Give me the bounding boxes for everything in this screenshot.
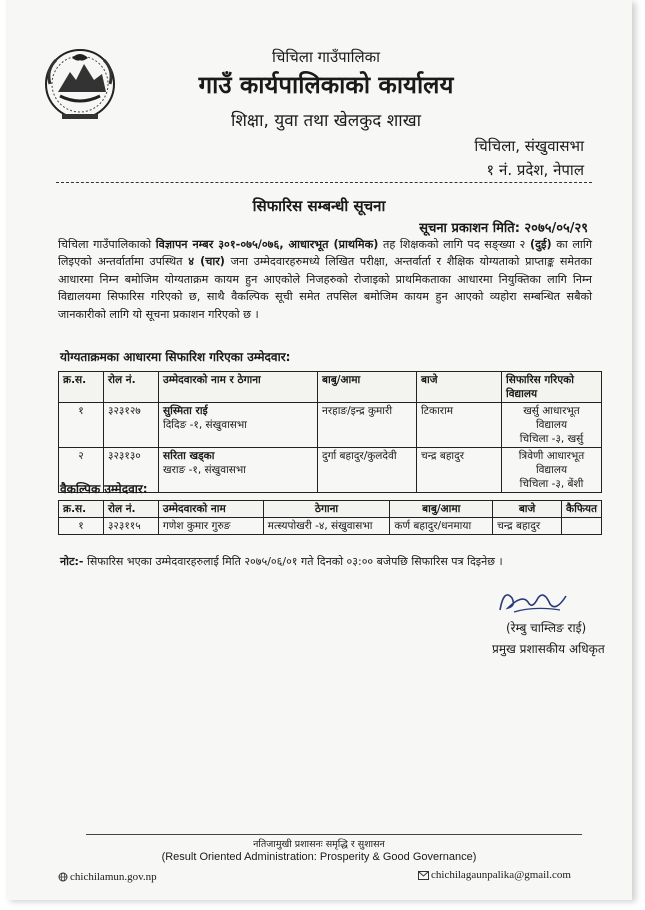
notice-sheet [6,0,632,900]
alternate-table [58,500,602,535]
table-row [59,518,602,535]
notice-subject: सिफारिस सम्बन्धी सूचना [252,197,386,215]
school-address: चिचिला -३, बेंशी [519,478,584,490]
school-name: खर्सु आधारभूत विद्यालय [523,405,580,431]
cell-parents: नरहाङ/इन्द्र कुमारी [318,403,417,448]
notice-body [58,236,592,323]
cell-sn: २ [59,448,104,493]
cell-name: गणेश कुमार गुरुङ [158,518,263,535]
body-text: जना उम्मेदवारहरुमध्ये लिखित परीक्षा, अन्तर्वार्ता र शैक्षिक योग्यताको प्राप्ताङ्क समेतका आधारमा निम्न बमोजिम योग्यताक्रम कायम हुन आएकोले निजहरुको रोजाइको प्राथमिकताका आधारमा नियुक्तिका लागि निम्न विद्यालयमा सिफारिस गरिएको छ, साथै वैकल्पिक सूची समेत तपसिल बमोजिम कायम हुन आएको व्यहोरा सम्बन्धित सबैको जानकारीको लागि यो सूचना प्रकाशन गरिएको छ । [58,255,592,321]
footer-motto-en: (Result Oriented Administration: Prosperity & Good Governance) [161,851,477,863]
cell-remarks [562,518,602,535]
table-header-row [59,501,602,518]
address-line-2: १ नं. प्रदेश, नेपाल [486,161,584,179]
rural-municipality-name: चिचिला गाउँपालिका [271,48,381,66]
website-text[interactable]: chichilamun.gov.np [70,871,157,883]
column-header: उम्मेदवारको नाम र ठेगाना [159,372,318,403]
school-name: त्रिवेणी आधारभूत विद्यालय [518,450,585,476]
column-header: बाजे [493,501,562,518]
note-label: नोट:- [60,555,84,568]
column-header: सिफारिस गरिएको विद्यालय [502,372,602,403]
table-row [59,403,602,448]
nepal-emblem-icon [36,40,124,124]
column-header: क्र.स. [59,372,104,403]
footer-motto-np: नतिजामुखी प्रशासनः समृद्धि र सुशासन [253,839,385,850]
column-header: उम्मेदवारको नाम [158,501,263,518]
website[interactable] [58,871,157,883]
mail-icon [418,871,429,880]
candidate-address: दिदिङ -१, संखुवासभा [163,419,247,431]
body-text: चिचिला गाउँपालिकाको [58,238,156,251]
publish-date-label: सूचना प्रकाशन मिति: [419,221,525,236]
cell-address: मत्स्यपोखरी -४, संखुवासभा [263,518,390,535]
column-header: रोल नं. [104,372,159,403]
office-title: गाउँ कार्यपालिकाको कार्यालय [198,71,454,99]
note [60,554,503,569]
header-divider [56,182,592,183]
candidate-name: सरिता खड्का [163,450,215,462]
signatory-title: प्रमुख प्रशासकीय अधिकृत [492,642,605,656]
email-text[interactable]: chichilagaunpalika@gmail.com [431,869,571,881]
column-header: बाजे [417,372,502,403]
table-header-row [59,372,602,403]
column-header: कैफियत [562,501,602,518]
publish-date-value: २०७५/०५/२९ [524,221,588,236]
cell-grandfather: टिकाराम [417,403,502,448]
body-text: तह शिक्षकको लागि पद सङ्ख्या २ [378,238,530,251]
school-address: चिचिला -३, खर्सु [519,433,584,445]
handwritten-signature [494,584,574,618]
cell-name-address [159,448,318,493]
cell-grandfather: चन्द्र बहादुर [493,518,562,535]
cell-name-address [159,403,318,448]
body-bold: विज्ञापन नम्बर ३०१-०७५/०७६, आधारभूत (प्राथमिक) [155,238,379,251]
recommended-title: योग्यताक्रमका आधारमा सिफारिश गरिएका उम्मेदवार: [60,350,291,364]
cell-school [502,403,602,448]
address-line-1: चिचिला, संखुवासभा [474,137,584,155]
cell-roll: ३२३११५ [103,518,158,535]
cell-grandfather: चन्द्र बहादुर [417,448,502,493]
column-header: ठेगाना [263,501,390,518]
publish-date [419,218,588,236]
footer-divider [86,834,582,835]
body-text: का लागि लिइएको अन्तर्वार्तामा उपस्थित [58,238,593,269]
note-text: सिफारिस भएका उम्मेदवारहरुलाई मिति २०७५/०६/०१ गते दिनको ०३:०० बजेपछि सिफारिस पत्र दिइनेछ । [83,555,503,568]
signatory-name: (रेम्बु चाम्लिङ राई) [506,621,587,635]
cell-parents: दुर्गा बहादुर/कुलदेवी [318,448,417,493]
column-header: बाबु/आमा [390,501,493,518]
email[interactable] [418,869,571,881]
column-header: रोल नं. [103,501,158,518]
alternate-title: वैकल्पिक उम्मेदवार: [60,482,148,496]
column-header: क्र.स. [59,501,104,518]
cell-sn: १ [59,518,104,535]
globe-icon [58,872,68,882]
cell-roll: ३२३१३० [104,448,159,493]
body-bold: ४ (चार) [188,255,225,269]
candidate-address: खराङ -१, संखुवासभा [163,464,246,476]
candidate-name: सुस्मिता राई [163,405,208,417]
column-header: बाबु/आमा [318,372,417,403]
cell-sn: १ [59,403,104,448]
cell-parents: कर्ण बहादुर/धनमाया [390,518,493,535]
cell-school [502,448,602,493]
recommended-table [58,371,602,493]
section-title: शिक्षा, युवा तथा खेलकुद शाखा [230,111,422,131]
body-bold: (दुई) [529,238,552,251]
cell-roll: ३२३१२७ [104,403,159,448]
